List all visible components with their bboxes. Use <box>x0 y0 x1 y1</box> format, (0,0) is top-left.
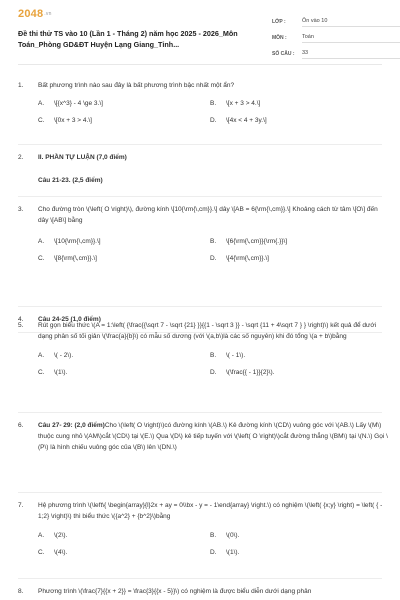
divider <box>18 306 382 307</box>
answer-options <box>38 530 388 558</box>
meta-label: LỚP : <box>272 19 286 25</box>
exam-title: Đề thi thử TS vào 10 (Lần 1 - Tháng 2) năm học 2025 - 2026_Môn Toán_Phòng GD&ĐT Huyện Lạng Giang_Tỉnh... <box>18 29 238 49</box>
divider <box>18 492 382 493</box>
option-d[interactable] <box>210 547 382 558</box>
option-c[interactable] <box>38 253 210 264</box>
question-number: 5. <box>18 322 24 329</box>
question-lead: Câu 27- 29: (2,0 điểm) <box>38 422 105 429</box>
option-label: C. <box>38 255 45 262</box>
option-b[interactable] <box>210 350 382 361</box>
exam-meta <box>272 14 400 62</box>
option-text: \(\frac{{ - 1}}{2}\). <box>226 369 275 376</box>
divider <box>18 412 382 413</box>
option-c[interactable] <box>38 367 210 378</box>
meta-subject-value: Toán <box>302 34 400 43</box>
meta-count-value: 33 <box>302 50 400 59</box>
option-text: \[4{\rm{\,cm}}.\] <box>226 255 269 262</box>
option-text: \[0x + 3 > 4.\] <box>54 117 92 124</box>
option-label: A. <box>38 100 45 107</box>
question-number: 7. <box>18 502 24 509</box>
question-text: Cho đường tròn \(\left( O \right)\), đường kính \[10{\rm{\,cm}}.\] dây \[AB = 6{\rm{\,cm}}.\] Khoảng cách từ tâm \[O\] đến dây \[AB\] bằng <box>38 206 378 224</box>
option-label: A. <box>38 238 45 245</box>
option-label: D. <box>210 369 217 376</box>
question-number: 4. <box>18 316 24 323</box>
option-text: \(1\). <box>54 369 68 376</box>
section-heading: II. PHẦN TỰ LUẬN (7,0 điểm) <box>38 154 127 161</box>
question-3 <box>18 204 388 270</box>
option-label: A. <box>38 532 45 539</box>
section-heading: Câu 24-25 (1,0 điểm) <box>38 316 101 323</box>
option-a[interactable] <box>38 98 210 109</box>
question-number: 2. <box>18 154 24 161</box>
option-d[interactable] <box>210 253 382 264</box>
option-a[interactable] <box>38 236 210 247</box>
question-1 <box>18 80 388 132</box>
question-number: 6. <box>18 422 24 429</box>
question-text: Phương trình \(\frac{7}{{x + 2}} = \frac{3}{{x - 5}}\) có nghiệm là được biểu diễn dưới dạng phân <box>38 588 312 595</box>
option-text: \[{x^3} - 4 \ge 3.\] <box>54 100 103 107</box>
option-text: \[4x < 4 + 3y.\] <box>226 117 267 124</box>
option-label: D. <box>210 549 217 556</box>
option-c[interactable] <box>38 115 210 126</box>
divider <box>18 578 382 579</box>
answer-options <box>38 350 388 378</box>
question-text <box>38 420 388 453</box>
option-label: C. <box>38 369 45 376</box>
option-b[interactable] <box>210 98 382 109</box>
option-d[interactable] <box>210 367 382 378</box>
option-label: C. <box>38 117 45 124</box>
meta-class-value: Ôn vào 10 <box>302 18 400 27</box>
option-c[interactable] <box>38 547 210 558</box>
logo-suffix: .vn <box>44 11 52 18</box>
option-a[interactable] <box>38 530 210 541</box>
option-label: D. <box>210 117 217 124</box>
option-text: \(0\). <box>226 532 240 539</box>
question-text: Hệ phương trình \(\left\{ \begin{array}{l}2x + ay = 0\\bx - y = - 1\end{array} \right.\) có nghiệm \(\left( {x;y} \right) = \left( { - 1;2} \right)\) thì biểu thức \({a^2} + {b^2}\)bằng <box>38 502 383 520</box>
option-b[interactable] <box>210 236 382 247</box>
question-number: 3. <box>18 206 24 213</box>
question-number: 8. <box>18 588 24 595</box>
question-body: Cho \(\left( O \right)\)có đường kính \(AB.\) Kẻ đường kính \(CD\) vuông góc với \(AB.\) Lấy \(M\) thuộc cung nhỏ \(AM\)cắt \(CD\) tại \(E.\) Qua \(D\) kẻ tiếp tuyến với \(\left( O \right)\)cắt đường thẳng \(BM\) tại \(N.\) Gọi \(P\) là hình chiếu vuông góc của \(B\) lên \(DN.\) <box>38 422 388 451</box>
option-text: \[10{\rm{\,cm}}.\] <box>54 238 101 245</box>
site-logo[interactable] <box>18 8 52 20</box>
option-a[interactable] <box>38 350 210 361</box>
question-text: Rút gọn biểu thức \(A = 1:\left( {\frac{{\sqrt 7 - \sqrt {21} }}{{1 - \sqrt 3 }} - \sqrt {11 + 4\sqrt 7 } } \right)\) kết quả để dưới dạng phân số tối giản \(\frac{a}{b}\) có mẫu số dương (với \(a,b\)là các số nguyên) khi đó tổng \(a + b\)bằng <box>38 322 377 340</box>
question-number: 1. <box>18 82 24 89</box>
option-text: \(4\). <box>54 549 68 556</box>
answer-options <box>38 98 388 126</box>
option-text: \[8{\rm{\,cm}}.\] <box>54 255 97 262</box>
option-d[interactable] <box>210 115 382 126</box>
question-6 <box>18 420 388 453</box>
question-8 <box>18 586 388 597</box>
exam-header <box>18 0 382 65</box>
question-text: Bất phương trình nào sau đây là bất phương trình bậc nhất một ẩn? <box>38 82 235 89</box>
option-label: B. <box>210 238 217 245</box>
option-text: \[6{\rm{\,cm}}{\rm{.}}\] <box>226 238 288 245</box>
meta-subject-row <box>272 30 400 43</box>
question-7 <box>18 500 388 564</box>
option-text: \(1\). <box>226 549 240 556</box>
option-label: D. <box>210 255 217 262</box>
answer-options <box>38 236 388 264</box>
meta-class-row <box>272 14 400 27</box>
option-label: A. <box>38 352 45 359</box>
option-text: \( - 2\). <box>54 352 74 359</box>
logo-text: 2048 <box>18 8 44 20</box>
divider <box>18 196 382 197</box>
option-label: B. <box>210 352 217 359</box>
meta-count-row <box>272 46 400 59</box>
meta-label: MÔN : <box>272 35 287 41</box>
option-label: B. <box>210 532 217 539</box>
option-label: B. <box>210 100 217 107</box>
section-subheading: Câu 21-23. (2,5 điểm) <box>38 177 103 184</box>
question-2 <box>18 152 388 186</box>
divider <box>18 144 382 145</box>
question-5 <box>18 320 388 384</box>
option-text: \( - 1\). <box>226 352 246 359</box>
option-b[interactable] <box>210 530 382 541</box>
option-label: C. <box>38 549 45 556</box>
option-text: \(2\). <box>54 532 68 539</box>
meta-label: SỐ CÂU : <box>272 51 295 57</box>
option-text: \[x + 3 > 4.\] <box>226 100 261 107</box>
